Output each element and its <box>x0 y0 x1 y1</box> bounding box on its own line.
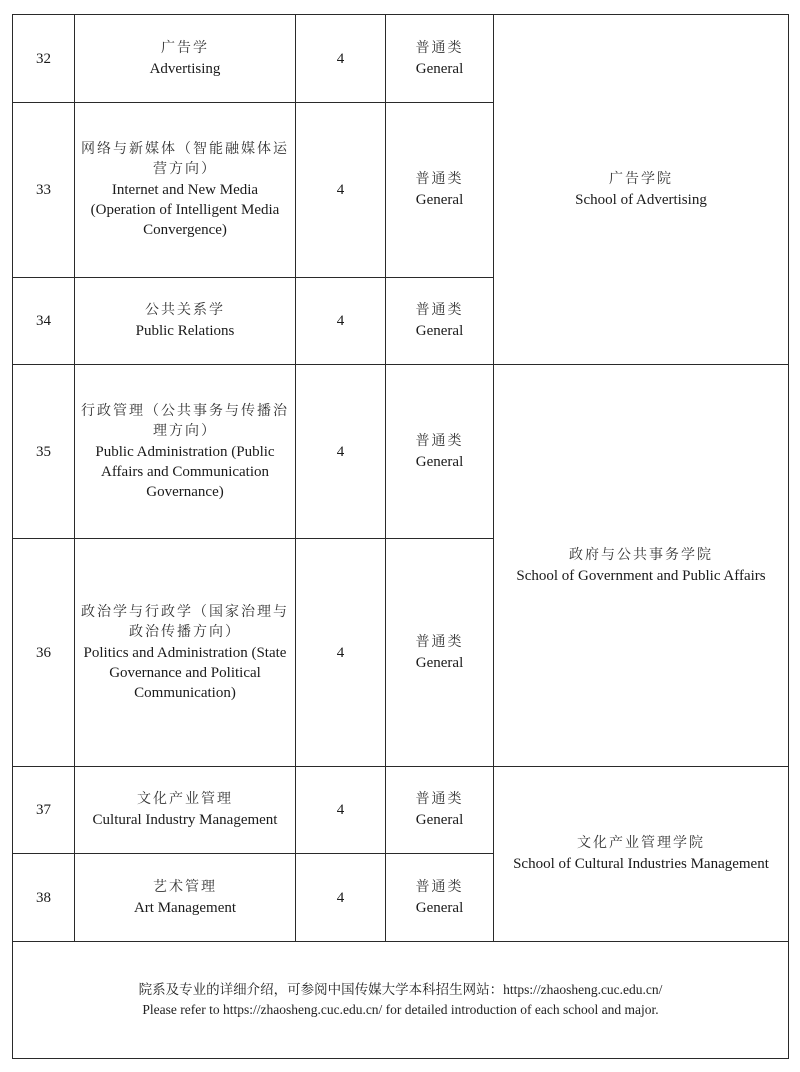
major-name-en: Internet and New Media (Operation of Intelligent Media Convergence) <box>90 182 280 238</box>
category-cell <box>386 767 494 854</box>
school-name-cn: 广告学院 <box>609 171 673 187</box>
row-number: 34 <box>13 278 75 365</box>
category-cn: 普通类 <box>415 40 464 56</box>
category-en: General <box>415 453 464 470</box>
school-name-en: School of Advertising <box>575 191 707 208</box>
major-name-cn: 广告学 <box>161 40 209 56</box>
category-cn: 普通类 <box>415 879 464 895</box>
major-name-cn: 网络与新媒体（智能融媒体运营方向） <box>81 142 289 177</box>
school-name-en: School of Cultural Industries Management <box>513 856 769 872</box>
major-name-cn: 公共关系学 <box>145 303 225 318</box>
major-name-cn: 行政管理（公共事务与传播治理方向） <box>81 403 289 439</box>
school-name-cn: 文化产业管理学院 <box>577 836 705 851</box>
duration-years: 4 <box>296 278 386 365</box>
row-number: 35 <box>13 365 75 539</box>
category-en: General <box>415 899 464 916</box>
table-row <box>13 365 789 539</box>
row-number: 38 <box>13 854 75 942</box>
row-number: 36 <box>13 539 75 767</box>
category-en: General <box>415 192 464 208</box>
school-name-en: School of Government and Public Affairs <box>516 567 766 584</box>
duration-years: 4 <box>296 854 386 942</box>
category-cn: 普通类 <box>415 433 464 449</box>
category-cell <box>386 365 494 539</box>
major-cell <box>75 278 296 365</box>
note-cell <box>13 942 789 1059</box>
duration-years: 4 <box>296 365 386 539</box>
major-name-cn: 文化产业管理 <box>137 792 233 807</box>
table-row <box>13 15 789 103</box>
major-cell <box>75 15 296 103</box>
note-text-en: Please refer to https://zhaosheng.cuc.edu.cn/ for detailed introduction of each school and major. <box>142 1002 659 1017</box>
duration-years: 4 <box>296 15 386 103</box>
major-name-en: Advertising <box>149 60 221 77</box>
category-en: General <box>415 812 464 828</box>
row-number: 37 <box>13 767 75 854</box>
school-cell <box>494 15 789 365</box>
major-name-en: Cultural Industry Management <box>92 812 278 828</box>
duration-years: 4 <box>296 539 386 767</box>
category-cell <box>386 15 494 103</box>
school-name-cn: 政府与公共事务学院 <box>569 547 713 563</box>
school-cell <box>494 365 789 767</box>
school-cell <box>494 767 789 942</box>
major-cell <box>75 103 296 278</box>
category-cn: 普通类 <box>415 634 464 650</box>
majors-table <box>12 14 789 1059</box>
major-name-en: Public Relations <box>135 323 235 339</box>
duration-years: 4 <box>296 767 386 854</box>
category-cell <box>386 278 494 365</box>
category-en: General <box>415 60 464 77</box>
category-cell <box>386 854 494 942</box>
category-cn: 普通类 <box>415 172 464 187</box>
category-cell <box>386 103 494 278</box>
major-cell <box>75 365 296 539</box>
category-cn: 普通类 <box>415 303 464 318</box>
row-number: 32 <box>13 15 75 103</box>
note-text-cn: 院系及专业的详细介绍，可参阅中国传媒大学本科招生网站：https://zhaosheng.cuc.edu.cn/ <box>138 982 663 997</box>
major-cell <box>75 767 296 854</box>
major-cell <box>75 854 296 942</box>
category-en: General <box>415 654 464 671</box>
note-row <box>13 942 789 1059</box>
major-cell <box>75 539 296 767</box>
category-cell <box>386 539 494 767</box>
major-name-en: Politics and Administration (State Governance and Political Communication) <box>83 644 287 701</box>
row-number: 33 <box>13 103 75 278</box>
category-en: General <box>415 323 464 339</box>
duration-years: 4 <box>296 103 386 278</box>
major-name-en: Art Management <box>133 899 237 916</box>
major-name-cn: 艺术管理 <box>153 879 217 895</box>
category-cn: 普通类 <box>415 792 464 807</box>
major-name-cn: 政治学与行政学（国家治理与政治传播方向） <box>81 604 289 640</box>
major-name-en: Public Administration (Public Affairs and Communication Governance) <box>95 443 275 500</box>
table-row <box>13 767 789 854</box>
